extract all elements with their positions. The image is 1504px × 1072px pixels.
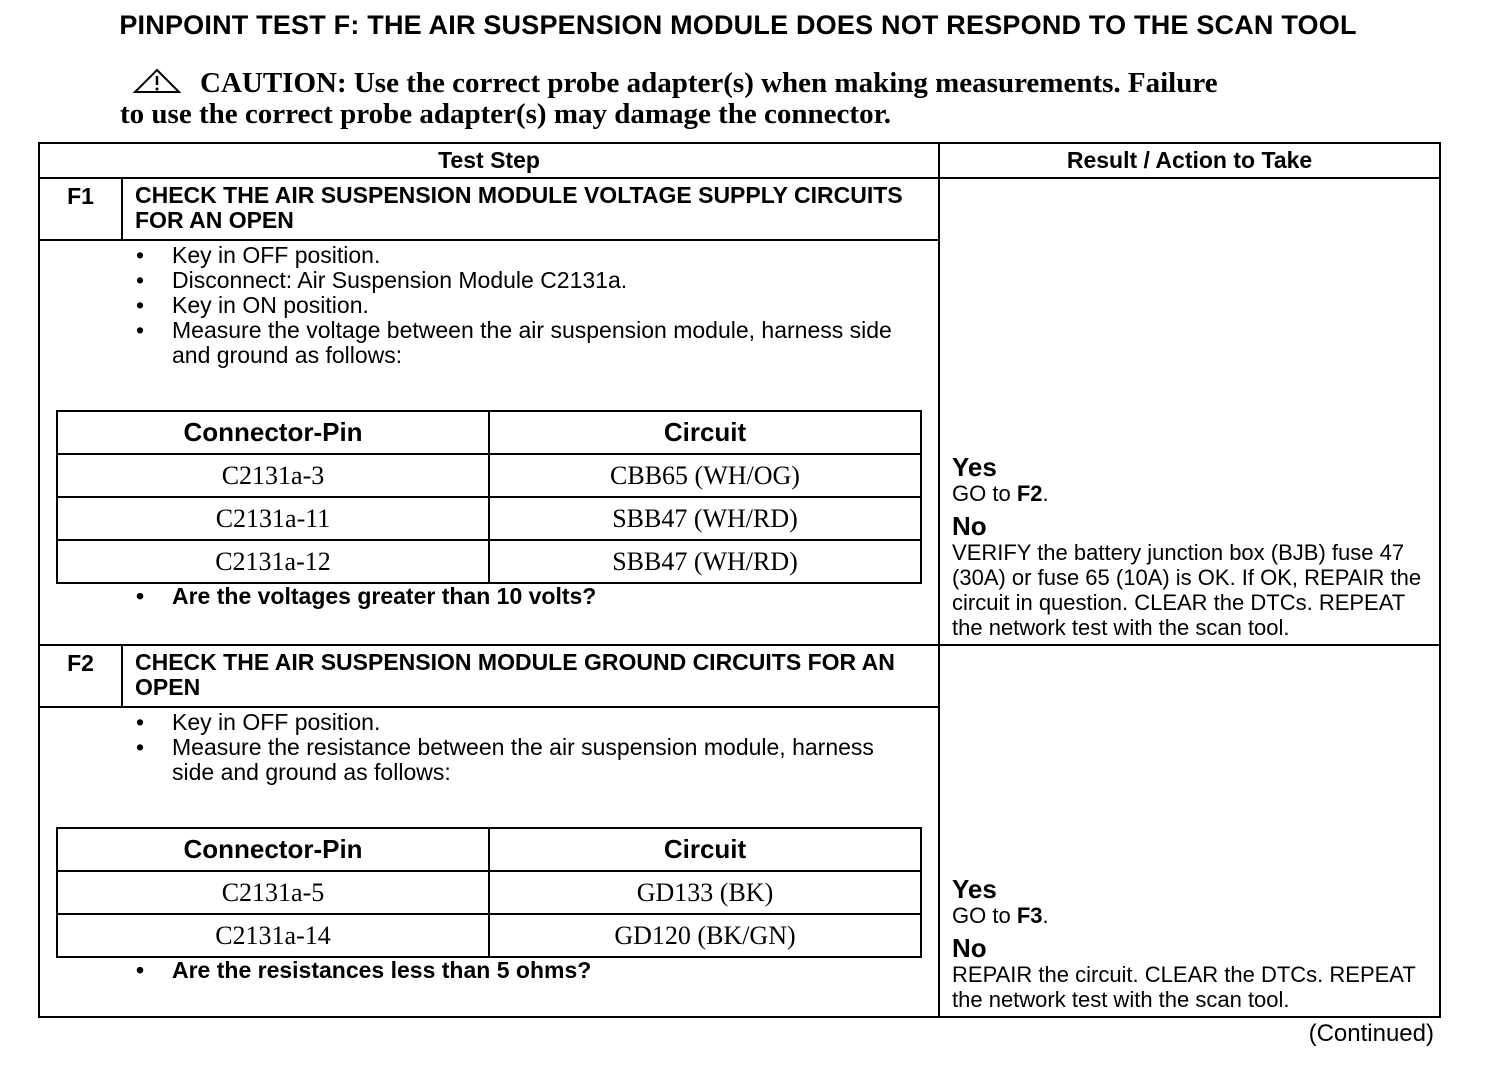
connector-pin-table [56, 410, 922, 584]
circuit-cell: SBB47 (WH/RD) [489, 497, 921, 540]
table-row [57, 454, 921, 497]
step-f1-result [939, 178, 1440, 645]
step-question [56, 584, 922, 609]
yes-label: Yes [952, 452, 997, 482]
instruction-item: • Measure the resistance between the air suspension module, harness side and ground as follows: [56, 735, 922, 785]
step-title: CHECK THE AIR SUSPENSION MODULE VOLTAGE SUPPLY CIRCUITS FOR AN OPEN [122, 178, 939, 240]
no-label: No [952, 511, 987, 541]
pin-header-circuit: Circuit [489, 411, 921, 454]
table-row [57, 497, 921, 540]
yes-action: GO to F2. [952, 481, 1049, 506]
no-label: No [952, 933, 987, 963]
table-row [57, 914, 921, 957]
goto-step-link: F3 [1016, 903, 1043, 928]
step-f2-result [939, 645, 1440, 1017]
question-item: • Are the resistances less than 5 ohms? [56, 958, 922, 983]
pin-table-header [57, 828, 921, 871]
table-row [57, 540, 921, 583]
pin-header-connector: Connector-Pin [57, 828, 489, 871]
instruction-item: • Key in OFF position. [56, 710, 922, 735]
instruction-item: • Key in OFF position. [56, 243, 922, 268]
no-action: VERIFY the battery junction box (BJB) fuse 47 (30A) or fuse 65 (10A) is OK. If OK, REPAIR the circuit in question. CLEAR the DTCs. REPEAT the network test with the scan tool. [952, 540, 1422, 640]
pinpoint-test-table [38, 142, 1441, 1018]
pin-header-connector: Connector-Pin [57, 411, 489, 454]
step-f1-body [39, 240, 939, 645]
goto-step-link: F2 [1016, 481, 1043, 506]
pin-cell: C2131a-14 [57, 914, 489, 957]
pin-cell: C2131a-3 [57, 454, 489, 497]
instruction-item: • Disconnect: Air Suspension Module C2131a. [56, 268, 922, 293]
pin-table-header [57, 411, 921, 454]
step-id: F2 [39, 645, 122, 707]
step-f2-body [39, 707, 939, 1017]
yes-action: GO to F3. [952, 903, 1049, 928]
instruction-item: • Measure the voltage between the air suspension module, harness side and ground as follows: [56, 318, 922, 368]
step-instructions [56, 710, 922, 785]
circuit-cell: GD133 (BK) [489, 871, 921, 914]
pin-header-circuit: Circuit [489, 828, 921, 871]
warning-triangle-icon [132, 68, 182, 94]
instruction-item: • Key in ON position. [56, 293, 922, 318]
step-instructions [56, 243, 922, 368]
step-f2-title-row [39, 645, 1440, 707]
table-row [57, 871, 921, 914]
pin-cell: C2131a-12 [57, 540, 489, 583]
no-action: REPAIR the circuit. CLEAR the DTCs. REPEAT the network test with the scan tool. [952, 962, 1416, 1012]
header-test-step: Test Step [39, 143, 939, 178]
circuit-cell: CBB65 (WH/OG) [489, 454, 921, 497]
circuit-cell: SBB47 (WH/RD) [489, 540, 921, 583]
yes-label: Yes [952, 874, 997, 904]
step-id: F1 [39, 178, 122, 240]
circuit-cell: GD120 (BK/GN) [489, 914, 921, 957]
page-title: PINPOINT TEST F: THE AIR SUSPENSION MODULE DOES NOT RESPOND TO THE SCAN TOOL [119, 10, 1357, 40]
pin-cell: C2131a-11 [57, 497, 489, 540]
pin-cell: C2131a-5 [57, 871, 489, 914]
caution-line-2: to use the correct probe adapter(s) may damage the connector. [120, 98, 892, 130]
table-header-row [39, 143, 1440, 178]
continued-label: (Continued) [1308, 1020, 1434, 1047]
question-item: • Are the voltages greater than 10 volts? [56, 584, 922, 609]
step-f1-title-row [39, 178, 1440, 240]
step-title: CHECK THE AIR SUSPENSION MODULE GROUND CIRCUITS FOR AN OPEN [122, 645, 939, 707]
caution-notice [120, 68, 1340, 130]
header-result-action: Result / Action to Take [939, 143, 1440, 178]
step-question [56, 958, 922, 983]
connector-pin-table [56, 827, 922, 958]
caution-line-1: CAUTION: Use the correct probe adapter(s) when making measurements. Failure [200, 67, 1218, 99]
